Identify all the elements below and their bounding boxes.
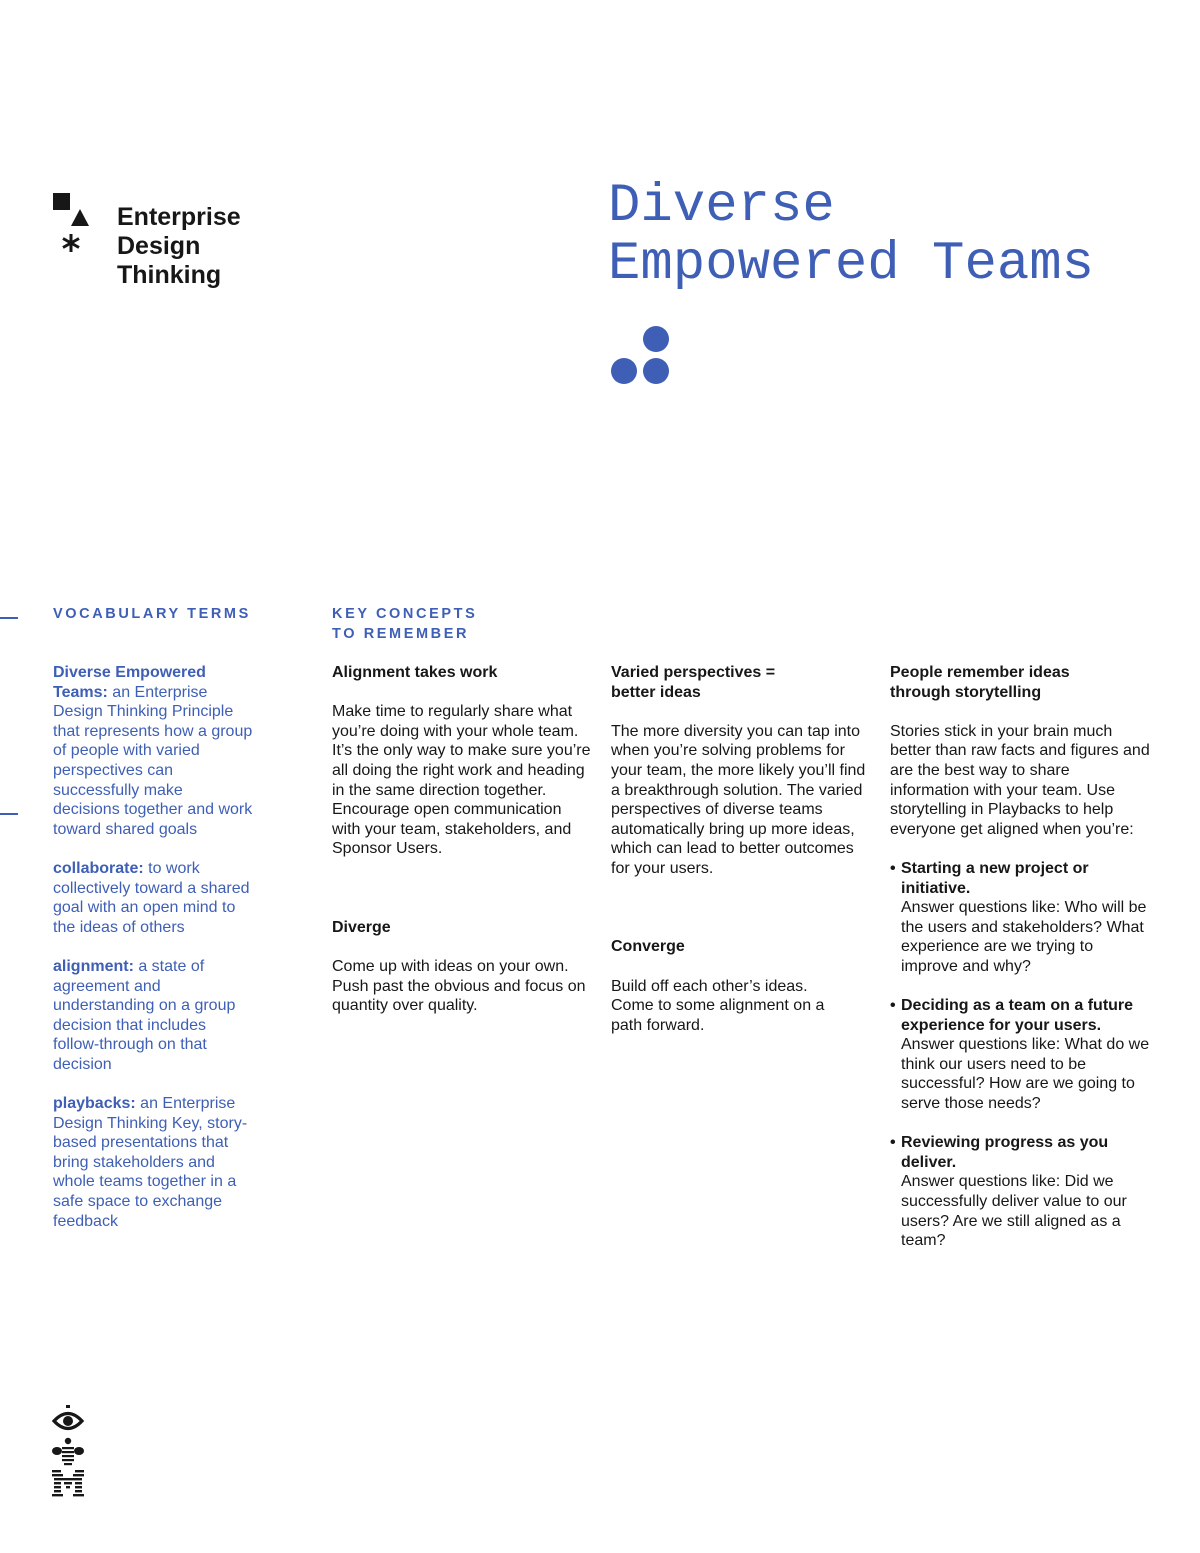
bullet-body: Answer questions like: What do we think our users need to be successful? How are we going to serve those needs?	[901, 1036, 1150, 1113]
margin-tick-bottom	[0, 813, 18, 815]
vocab-definition: an Enterprise Design Thinking Principle that represents how a group of people with varied perspectives can successfully make decisions together and work toward shared goals	[53, 683, 253, 838]
list-item	[890, 859, 1152, 977]
concept-heading: Converge	[611, 938, 685, 956]
vocab-entry	[53, 859, 253, 937]
concept-body: The more diversity you can tap into when you’re solving problems for your team, the more likely you’ll find a breakthrough solution. The varied perspectives of diverse teams automatically bring up more ideas, which can lead to better outcomes for your users.	[611, 722, 866, 877]
logo-wordmark	[117, 203, 241, 290]
key-concepts-column-1	[332, 663, 594, 1075]
vocabulary-list	[53, 663, 253, 1251]
concept-heading: Varied perspectives = better ideas	[611, 664, 776, 701]
concept-block	[332, 663, 594, 859]
concept-heading: People remember ideas through storytelling	[890, 664, 1070, 701]
key-concepts-column-3	[890, 663, 1152, 1270]
key-concepts-column-2	[611, 663, 873, 1094]
vocab-term: Diverse Empowered Teams:	[53, 664, 206, 701]
three-dots-icon	[609, 324, 671, 386]
key-concepts-label-line-2: TO REMEMBER	[332, 626, 470, 642]
list-item	[890, 1133, 1152, 1251]
vocabulary-terms-label	[53, 604, 251, 624]
concept-body: Come up with ideas on your own. Push past the obvious and focus on quantity over quality.	[332, 957, 586, 1015]
enterprise-design-thinking-logo-icon	[53, 193, 93, 255]
vocab-term: collaborate:	[53, 859, 144, 877]
bullet-heading: Deciding as a team on a future experience for your users.	[901, 997, 1134, 1034]
vocab-entry	[53, 957, 253, 1075]
concept-heading: Alignment takes work	[332, 664, 498, 681]
logo-line-2: Design	[117, 232, 201, 260]
key-concepts-label-line-1: KEY CONCEPTS	[332, 606, 478, 622]
vocab-definition: to work collectively toward a shared goal with an open mind to the ideas of others	[53, 859, 250, 936]
bullet-heading: Starting a new project or initiative.	[901, 859, 1089, 897]
margin-tick-top	[0, 617, 18, 619]
list-item	[890, 996, 1152, 1114]
bullet-icon: •	[890, 997, 896, 1015]
vocab-definition: an Enterprise Design Thinking Key, story-based presentations that bring stakeholders and whole teams together in a safe space to exchange feedback	[53, 1095, 248, 1230]
concept-heading: Diverge	[332, 918, 391, 936]
bullet-heading: Reviewing progress as you deliver.	[901, 1134, 1109, 1171]
concept-block	[332, 918, 594, 1016]
logo-line-1: Enterprise	[117, 203, 241, 231]
logo-line-3: Thinking	[117, 261, 222, 289]
concept-body: Make time to regularly share what you’re doing with your whole team. It’s the only way to make sure you’re all doing the right work and heading in the same direction together. Encourage open communication with your team, stakeholders, and Sponsor Users.	[332, 703, 591, 858]
concept-block	[611, 663, 873, 879]
page-title	[608, 178, 1094, 294]
bullet-icon: •	[890, 1134, 896, 1152]
vocab-term: playbacks:	[53, 1095, 136, 1113]
vocab-term: alignment:	[53, 957, 134, 975]
bullet-body: Answer questions like: Did we successfully deliver value to our users? Are we still aligned as a team?	[901, 1173, 1127, 1250]
page-title-line-2: Empowered Teams	[608, 234, 1095, 295]
bullet-body: Answer questions like: Who will be the users and stakeholders? What experience are we trying to improve and why?	[901, 899, 1147, 975]
concept-body: Build off each other’s ideas. Come to some alignment on a path forward.	[611, 977, 825, 1034]
concept-body: Stories stick in your brain much better than raw facts and figures and are the best way to share information with your team. Use storytelling in Playbacks to help everyone get aligned when you’re:	[890, 722, 1150, 838]
storytelling-bullet-list	[890, 859, 1152, 1251]
bullet-icon: •	[890, 859, 896, 877]
vocab-entry	[53, 663, 253, 839]
concept-block	[611, 937, 873, 1035]
vocab-definition: a state of agreement and understanding on a group decision that includes follow-through on that decision	[53, 957, 236, 1073]
key-concepts-label	[332, 604, 477, 644]
vocabulary-terms-label-text: VOCABULARY TERMS	[53, 606, 251, 622]
page-title-line-1: Diverse	[608, 176, 835, 237]
vocab-entry	[53, 1094, 253, 1231]
ibm-eye-bee-m-logo-icon	[51, 1404, 85, 1500]
